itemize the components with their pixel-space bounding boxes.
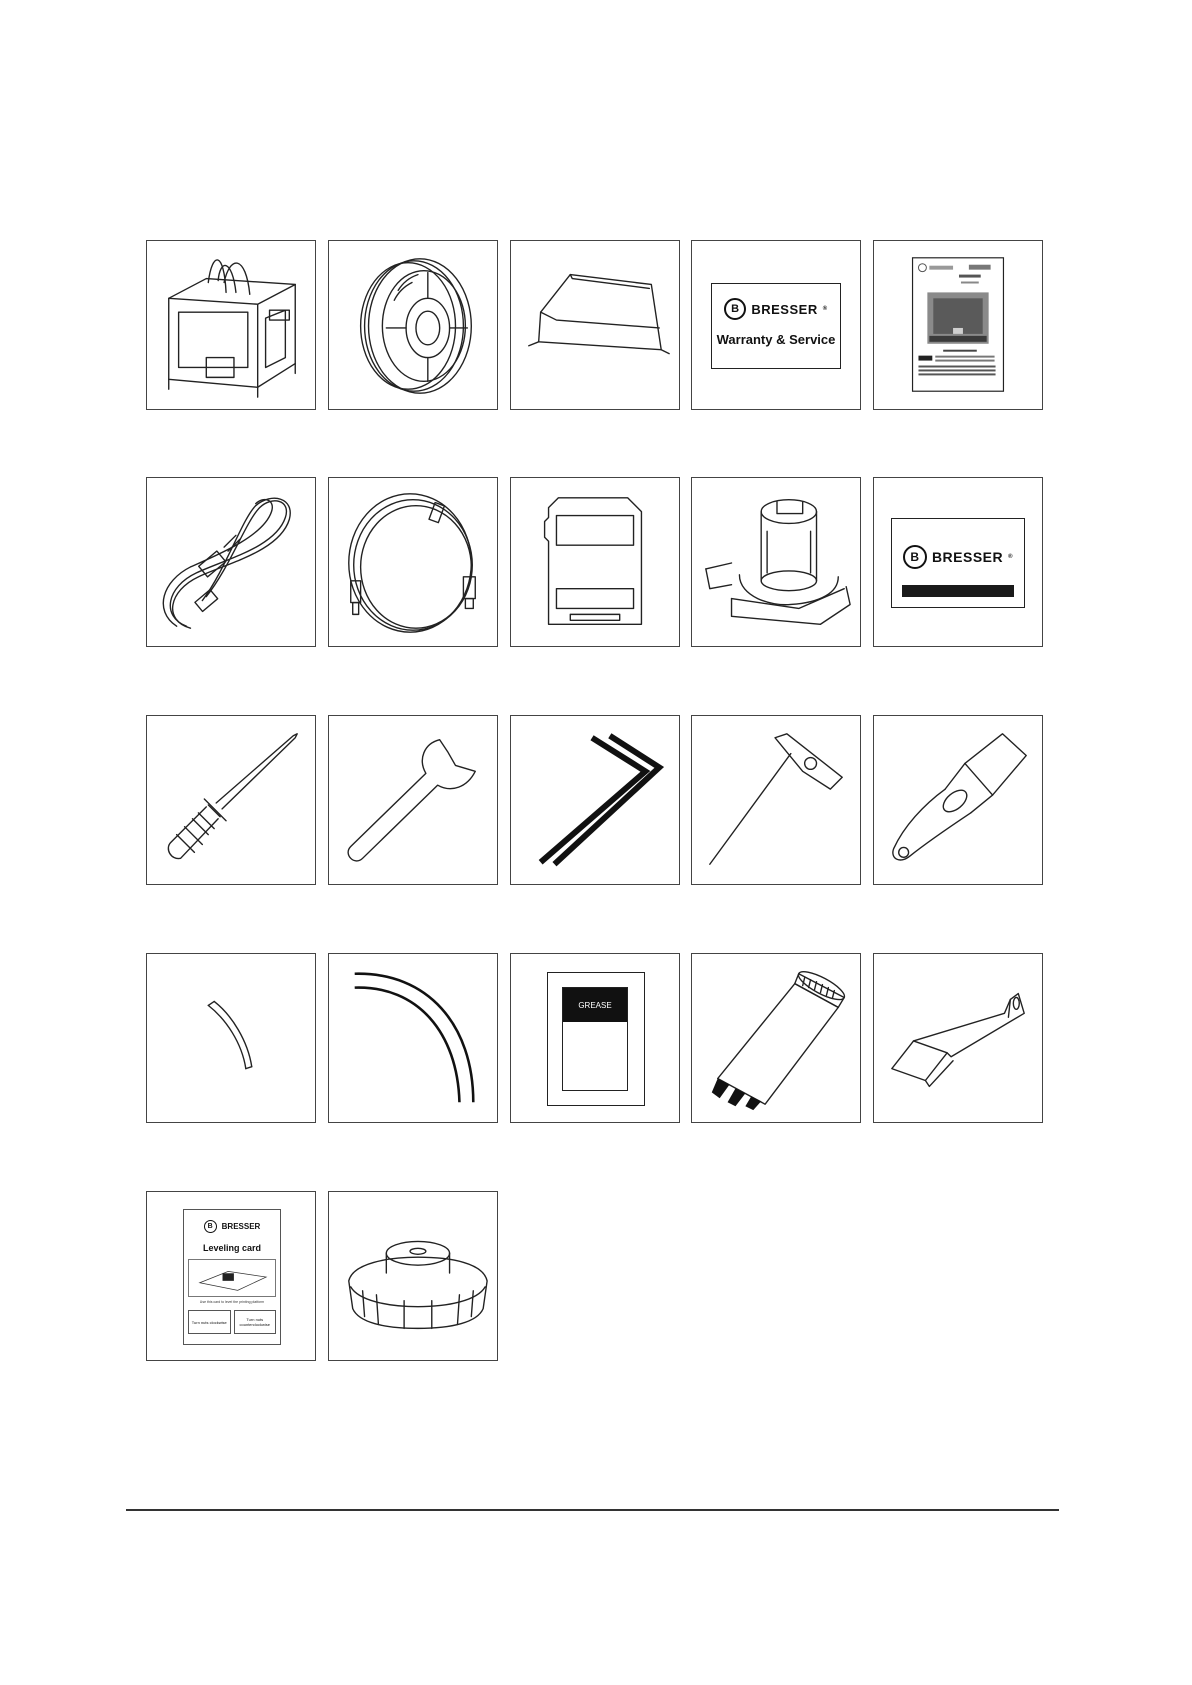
counterclockwise-box: Turn nuts counterclockwise	[234, 1310, 277, 1334]
tile-nozzle-cover	[510, 240, 680, 410]
bresser-b-icon: B	[204, 1220, 217, 1233]
trademark: ®	[822, 306, 828, 312]
brand-logo	[892, 545, 1024, 569]
tile-glue-stick	[691, 953, 861, 1123]
trademark: ®	[1008, 554, 1014, 560]
tile-filament-spool	[328, 240, 498, 410]
tile-label-card	[873, 477, 1043, 647]
label-card	[891, 518, 1025, 608]
tile-power-cable	[146, 477, 316, 647]
tile-unclogging-pin	[691, 715, 861, 885]
leveling-card-illustration	[188, 1259, 276, 1297]
tile-quick-start-guide	[873, 240, 1043, 410]
leveling-card-title: Leveling card	[202, 1243, 262, 1253]
grease-inner	[562, 987, 628, 1091]
grease-label: GREASE	[563, 988, 627, 1022]
tile-scraper	[873, 715, 1043, 885]
brand-name: BRESSER	[751, 301, 818, 317]
allen-keys-icon	[511, 716, 679, 884]
caution-strip	[902, 585, 1014, 597]
leveling-card-boxes	[188, 1310, 276, 1334]
tile-allen-keys	[510, 715, 680, 885]
tile-warranty-card	[691, 240, 861, 410]
filament-spool-icon	[329, 241, 497, 409]
warranty-title: Warranty & Service	[716, 332, 836, 347]
footer-rule	[126, 1509, 1059, 1511]
tile-knob-nut	[328, 1191, 498, 1361]
3d-printer-icon	[147, 241, 315, 409]
glue-stick-icon	[692, 954, 860, 1122]
knob-nut-icon	[329, 1192, 497, 1360]
grease-packet	[547, 972, 645, 1106]
unclogging-pin-icon	[692, 716, 860, 884]
tile-usb-cable	[328, 477, 498, 647]
scraper-icon	[874, 716, 1042, 884]
tile-wrench	[328, 715, 498, 885]
tile-3d-printer	[146, 240, 316, 410]
quick-start-guide-icon	[874, 241, 1042, 409]
tile-screwdriver	[146, 715, 316, 885]
sd-card-icon	[511, 478, 679, 646]
clockwise-box: Turn nuts clockwise	[188, 1310, 231, 1334]
brand-logo	[184, 1220, 280, 1233]
bresser-b-icon: B	[724, 298, 746, 320]
usb-cable-icon	[329, 478, 497, 646]
leveling-card	[183, 1209, 281, 1345]
tile-spool-holder	[691, 477, 861, 647]
spool-holder-icon	[692, 478, 860, 646]
brand-logo	[712, 298, 840, 320]
tile-clip-bracket	[873, 953, 1043, 1123]
screwdriver-icon	[147, 716, 315, 884]
bresser-b-icon: B	[903, 545, 927, 569]
tile-ptfe-tube-piece	[146, 953, 316, 1123]
tile-grease-packet	[510, 953, 680, 1123]
brand-name: BRESSER	[931, 549, 1004, 565]
warranty-card	[711, 283, 841, 369]
tile-sd-card	[510, 477, 680, 647]
power-cable-icon	[147, 478, 315, 646]
brand-name: BRESSER	[221, 1222, 261, 1231]
tile-leveling-card	[146, 1191, 316, 1361]
wrench-icon	[329, 716, 497, 884]
filament-guide-tube-icon	[329, 954, 497, 1122]
leveling-card-caption: Use this card to level the printing platform	[199, 1300, 265, 1304]
tile-filament-guide-tube	[328, 953, 498, 1123]
clip-bracket-icon	[874, 954, 1042, 1122]
nozzle-cover-icon	[511, 241, 679, 409]
ptfe-tube-piece-icon	[147, 954, 315, 1122]
